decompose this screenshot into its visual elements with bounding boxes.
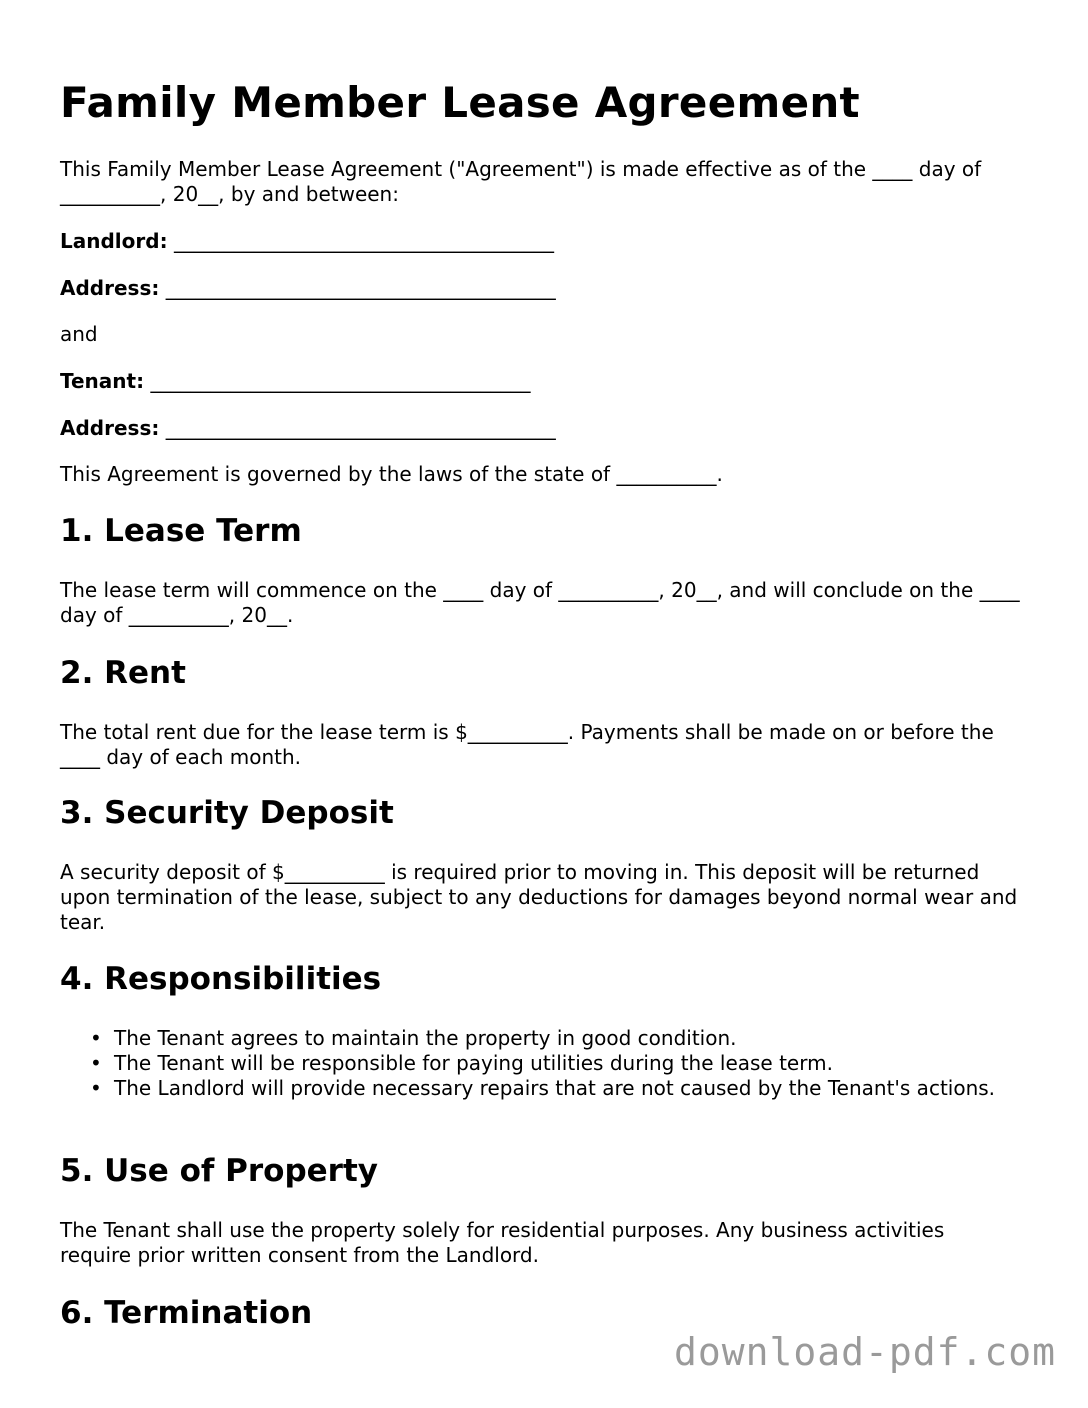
landlord-label: Landlord: [60, 229, 168, 253]
landlord-blank: ______________________________________ [173, 229, 554, 253]
tenant-address-blank: _______________________________________ [165, 416, 556, 440]
section-heading-lease-term: 1. Lease Term [60, 513, 302, 549]
tenant-address-line [60, 416, 1020, 441]
bullet-icon: • [90, 1026, 102, 1050]
governing-law-paragraph: This Agreement is governed by the laws of the state of __________. [60, 462, 723, 486]
landlord-line [60, 229, 1020, 254]
landlord-address-blank: _______________________________________ [165, 276, 556, 300]
document-title: Family Member Lease Agreement [60, 78, 860, 127]
list-item [60, 1076, 1020, 1101]
section-heading-security-deposit: 3. Security Deposit [60, 795, 394, 831]
section-heading-use-of-property: 5. Use of Property [60, 1153, 378, 1189]
section-body-lease-term: The lease term will commence on the ____ day of __________, 20__, and will conclude on the ____ day of __________, 20__. [60, 578, 1020, 627]
section-body-rent: The total rent due for the lease term is $__________. Payments shall be made on or before the ____ day of each month. [60, 720, 994, 769]
tenant-label: Tenant: [60, 369, 145, 393]
and-text: and [60, 322, 98, 346]
section-heading-rent: 2. Rent [60, 655, 186, 691]
bullet-icon: • [90, 1051, 102, 1075]
bullet-icon: • [90, 1076, 102, 1100]
list-item-text: The Landlord will provide necessary repairs that are not caused by the Tenant's actions. [114, 1076, 996, 1100]
tenant-line [60, 369, 1020, 394]
section-heading-responsibilities: 4. Responsibilities [60, 961, 382, 997]
section-body-use-of-property: The Tenant shall use the property solely for residential purposes. Any business activities require prior written consent from the Landlord. [60, 1218, 945, 1267]
tenant-address-label: Address: [60, 416, 160, 440]
landlord-address-label: Address: [60, 276, 160, 300]
list-item [60, 1026, 1020, 1051]
list-item [60, 1051, 1020, 1076]
section-heading-termination: 6. Termination [60, 1295, 313, 1331]
responsibilities-list [60, 1026, 1020, 1101]
list-item-text: The Tenant agrees to maintain the property in good condition. [114, 1026, 737, 1050]
tenant-blank: ______________________________________ [150, 369, 531, 393]
section-body-security-deposit: A security deposit of $__________ is required prior to moving in. This deposit will be returned upon termination of the lease, subject to any deductions for damages beyond normal wear and tear. [60, 860, 1018, 934]
list-item-text: The Tenant will be responsible for paying utilities during the lease term. [114, 1051, 833, 1075]
intro-paragraph: This Family Member Lease Agreement ("Agreement") is made effective as of the ____ day of __________, 20__, by and between: [60, 157, 982, 206]
landlord-address-line [60, 276, 1020, 301]
watermark: download-pdf.com [673, 1330, 1056, 1374]
